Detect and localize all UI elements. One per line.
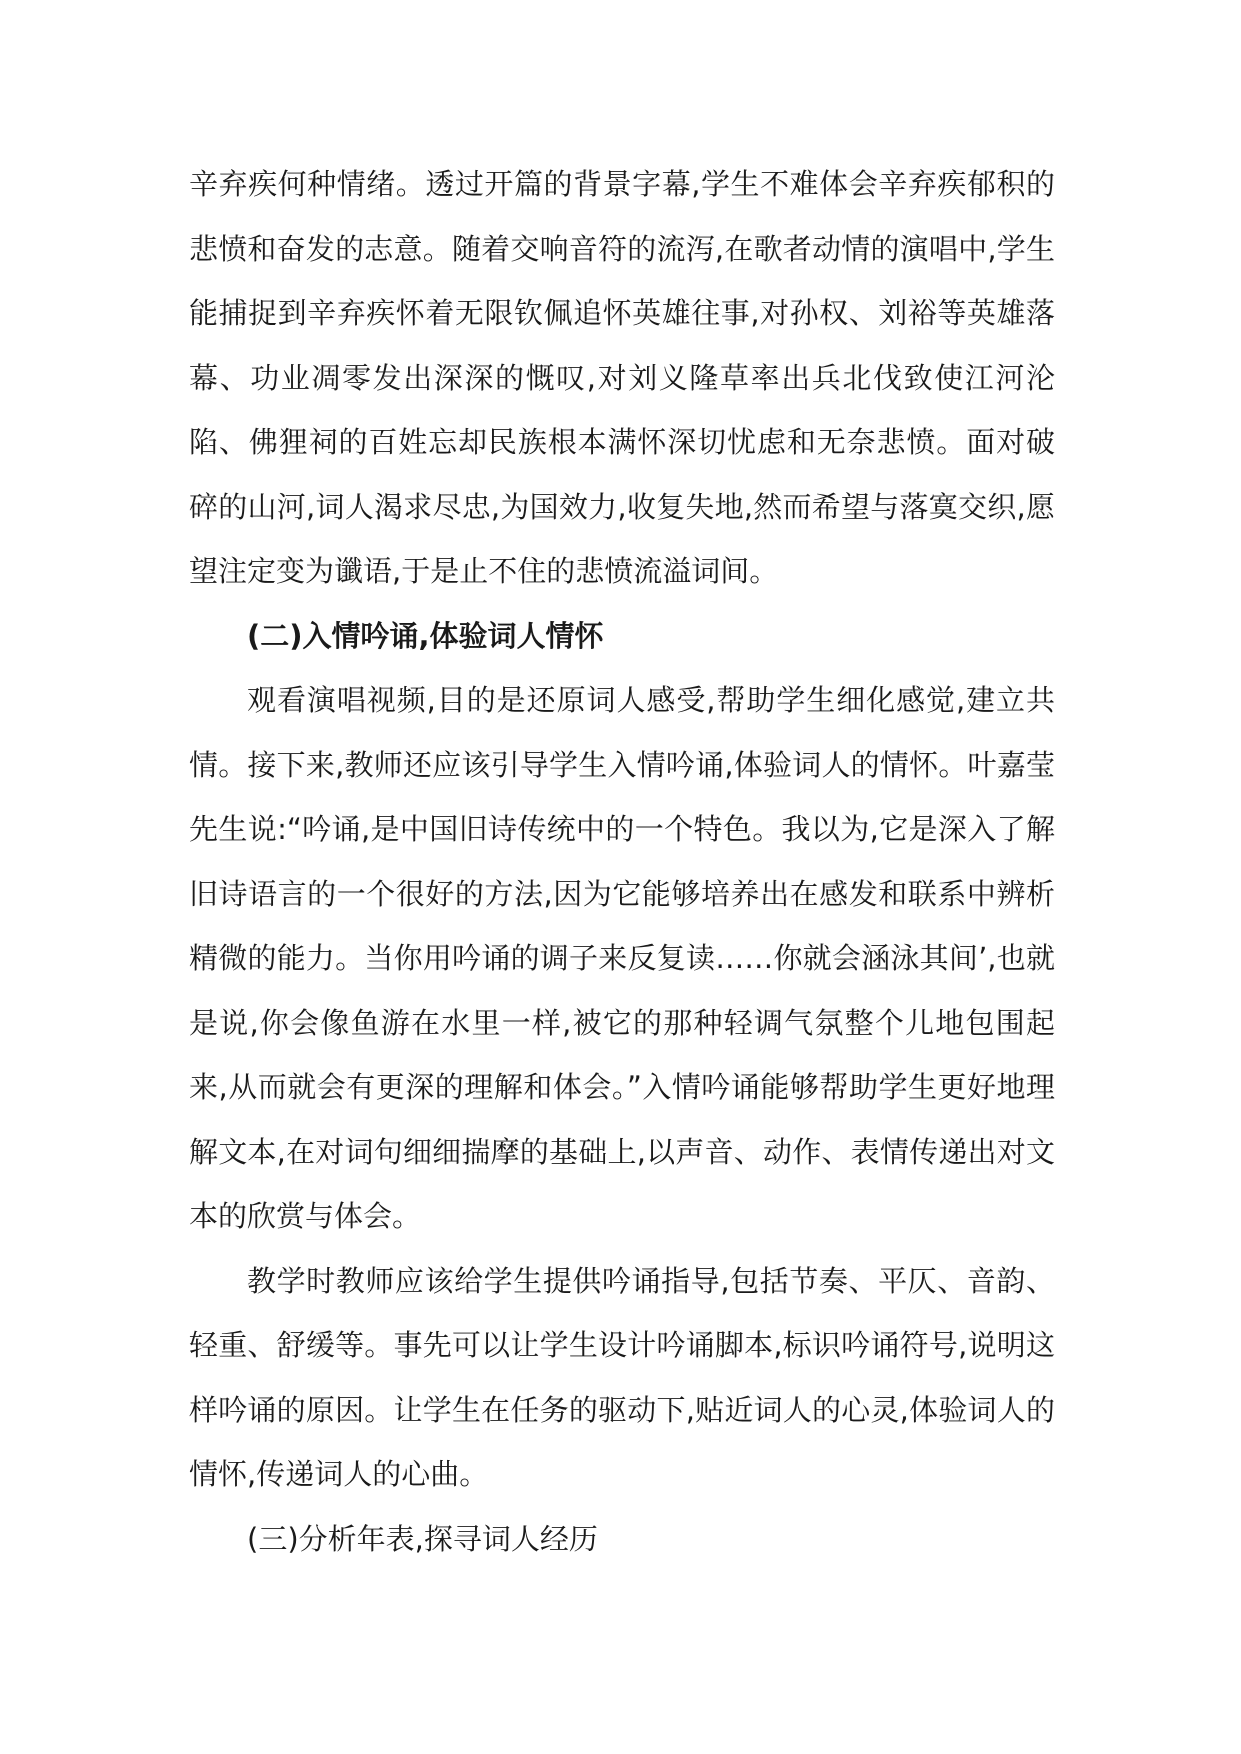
paragraph-continued: 辛弃疾何种情绪。透过开篇的背景字幕,学生不难体会辛弃疾郁积的悲愤和奋发的志意。随着交响音符的流泻,在歌者动情的演唱中,学生能捕捉到辛弃疾怀着无限钦佩追怀英雄往事,对孙权、刘裕等英雄落幕、功业凋零发出深深的慨叹,对刘义隆草率出兵北伐致使江河沦陷、佛狸祠的百姓忘却民族根本满怀深切忧虑和无奈悲愤。面对破碎的山河,词人渴求尽忠,为国效力,收复失地,然而希望与落寞交织,愿望注定变为谶语,于是止不住的悲愤流溢词间。 xyxy=(189,167,1055,588)
section-heading-three: (三)分析年表,探寻词人经历 xyxy=(247,1521,598,1556)
section-heading-two: (二)入情吟诵,体验词人情怀 xyxy=(247,618,604,653)
document-body xyxy=(189,152,1055,1571)
paragraph-recitation-guidance: 教学时教师应该给学生提供吟诵指导,包括节奏、平仄、音韵、轻重、舒缓等。事先可以让学生设计吟诵脚本,标识吟诵符号,说明这样吟诵的原因。让学生在任务的驱动下,贴近词人的心灵,体验词人的情怀,传递词人的心曲。 xyxy=(189,1263,1055,1491)
paragraph-recitation-intro: 观看演唱视频,目的是还原词人感受,帮助学生细化感觉,建立共情。接下来,教师还应该引导学生入情吟诵,体验词人的情怀。叶嘉莹先生说:“吟诵,是中国旧诗传统中的一个特色。我以为,它是深入了解旧诗语言的一个很好的方法,因为它能够培养出在感发和联系中辨析精微的能力。当你用吟诵的调子来反复读……你就会涵泳其间’,也就是说,你会像鱼游在水里一样,被它的那种轻调气氛整个儿地包围起来,从而就会有更深的理解和体会。”入情吟诵能够帮助学生更好地理解文本,在对词句细细揣摩的基础上,以声音、动作、表情传递出对文本的欣赏与体会。 xyxy=(189,683,1055,1233)
